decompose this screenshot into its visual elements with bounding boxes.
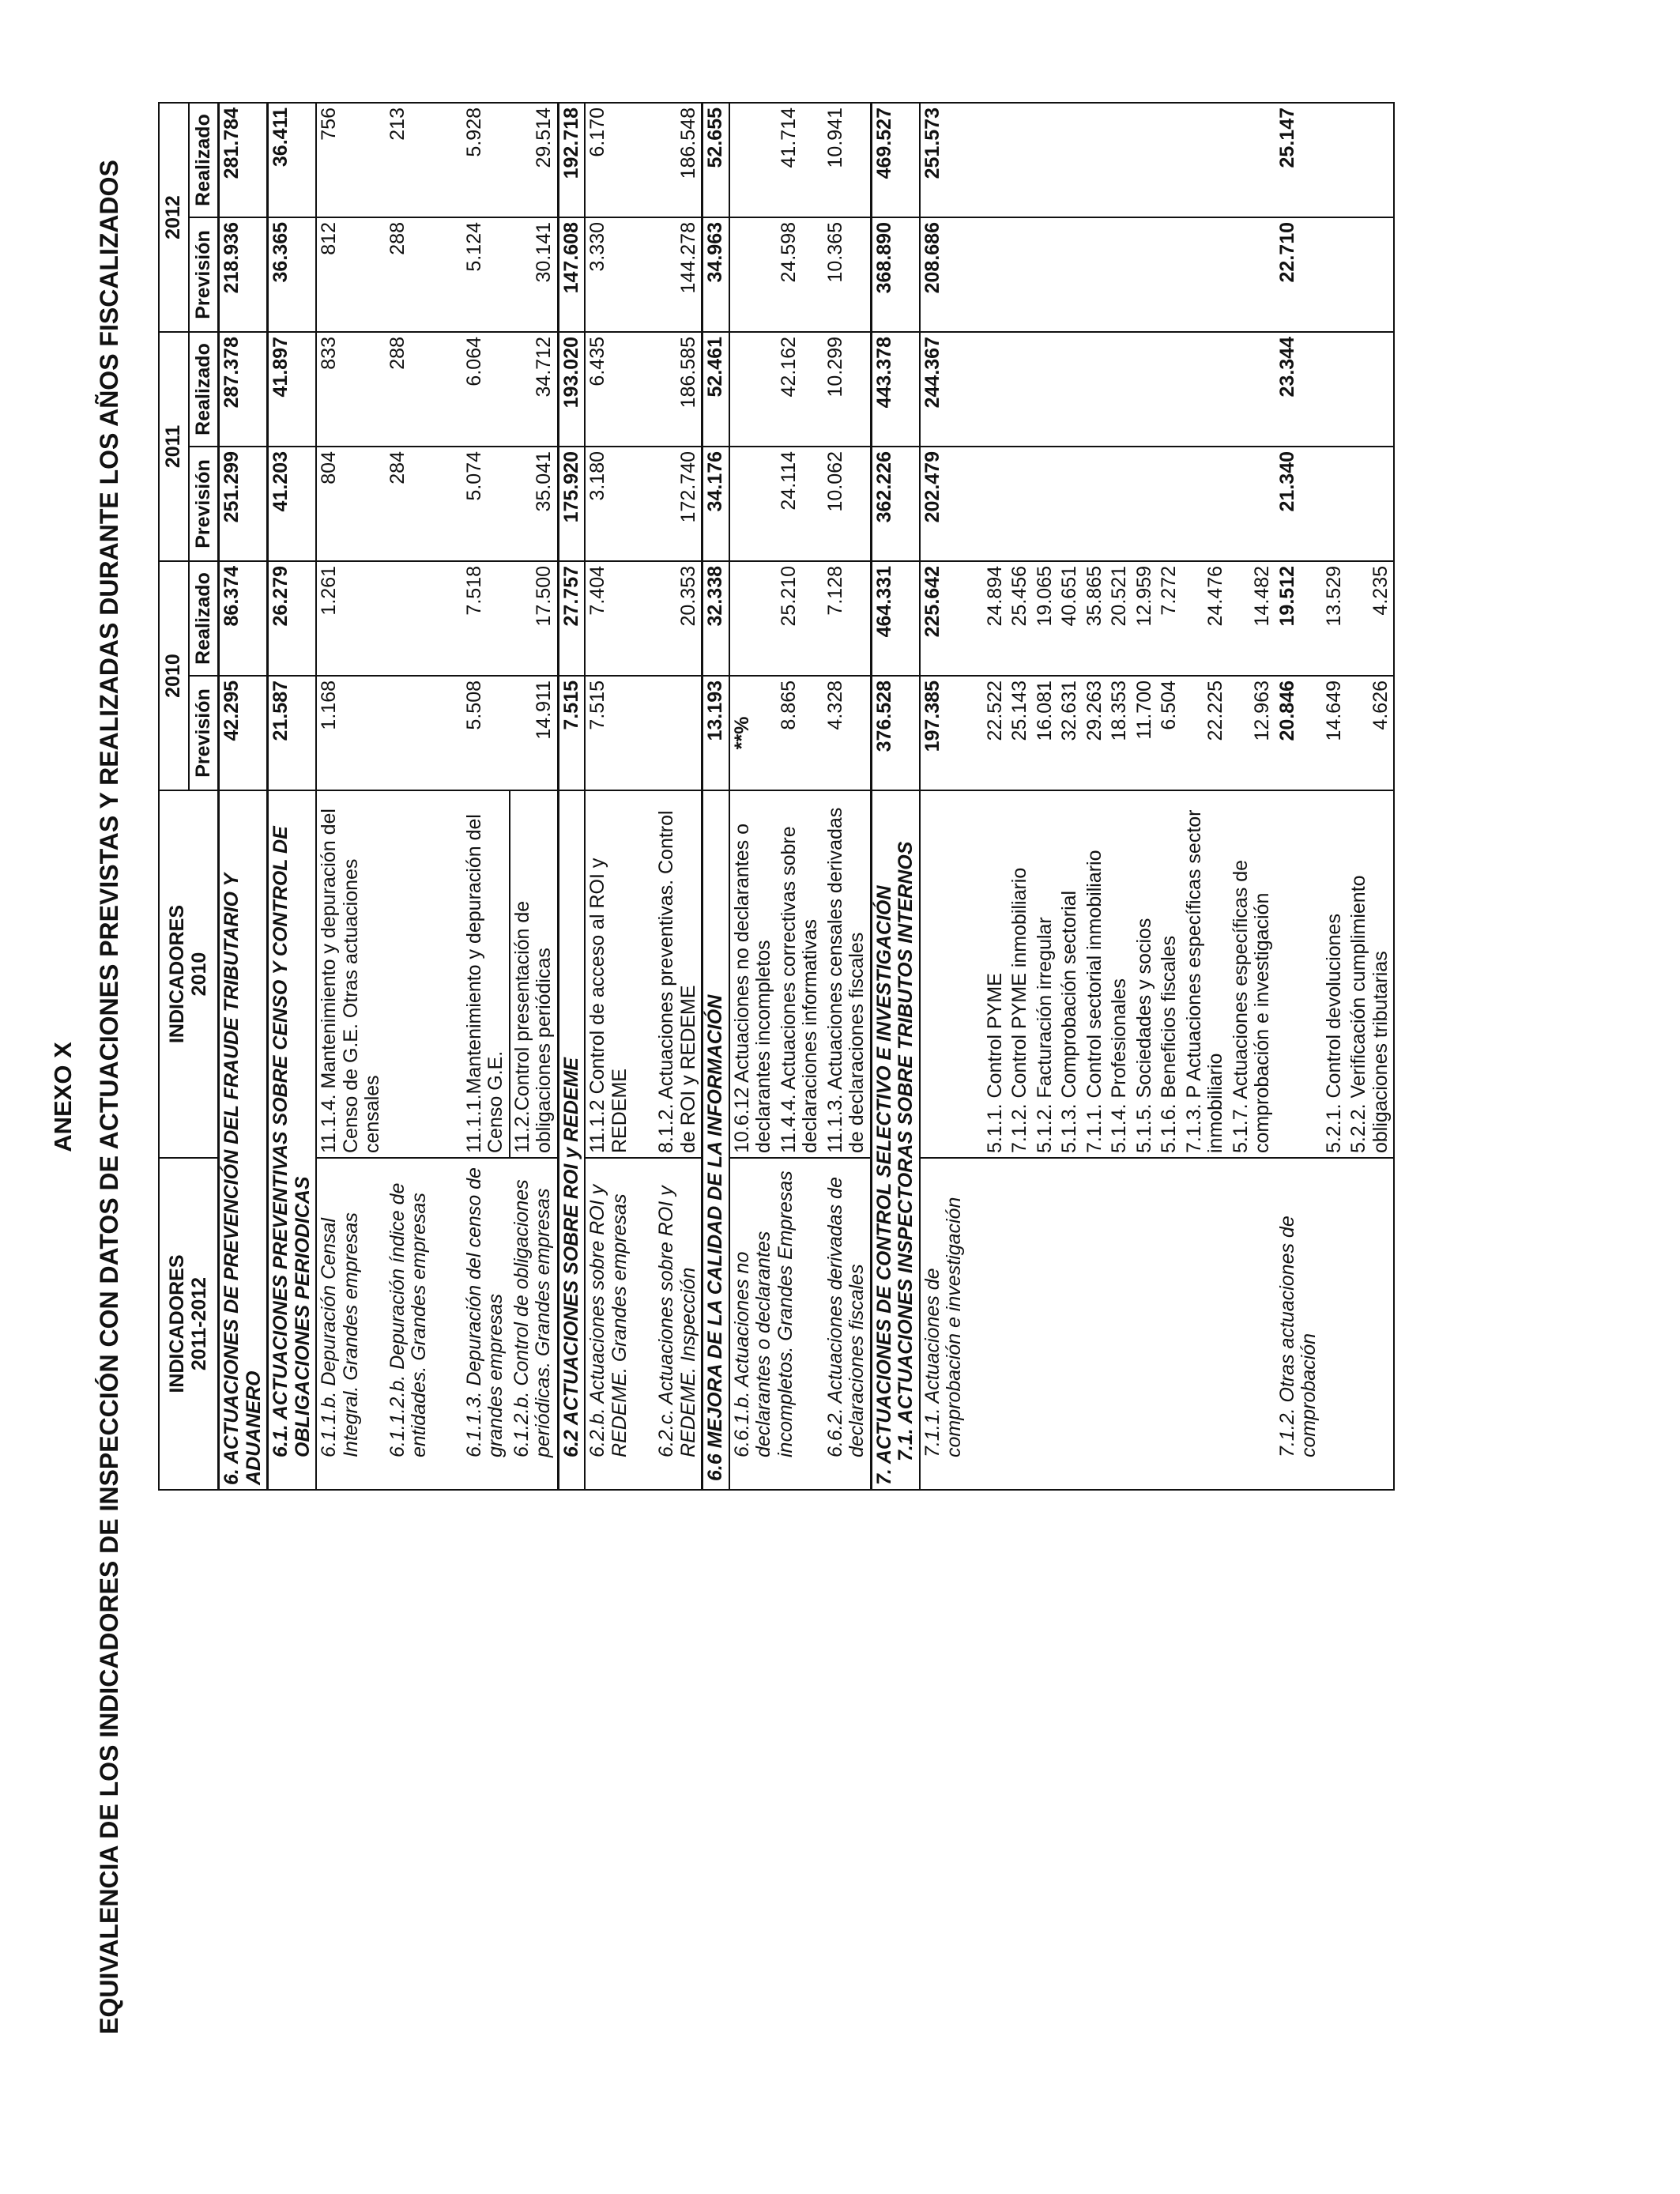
table-row [1182,103,1229,1490]
value-cell: 186.548 [654,103,703,217]
value-cell [1033,217,1058,332]
indicator-2011-2012: 6.2.b. Actuaciones sobre ROI y REDEME. Grandes empresas [585,1158,654,1490]
value-cell [1107,103,1132,217]
value-cell [1008,103,1033,217]
value-cell [1057,332,1083,447]
value-cell: 13.529 [1322,561,1347,676]
indicator-2010: 5.2.2. Verificación cumplimiento obligaciones tributarias [1347,790,1394,1158]
table-row [1107,103,1132,1490]
table-row [871,103,920,1490]
value-cell [386,676,462,790]
indicator-2010: 11.2.Control presentación de obligaciones periódicas [510,790,559,1158]
value-cell: 23.344 [1275,332,1322,447]
indicator-2010: 5.1.3. Comprobación sectorial [1057,790,1083,1158]
value-cell: 22.225 [1182,676,1229,790]
indicator-2010: 7.1.3. P Actuaciones específicas sector inmobiliario [1182,790,1229,1158]
header-realizado: Realizado [189,561,219,676]
value-cell: 21.340 [1275,447,1322,561]
indicator-2010: 7.1.1. Control sectorial inmobiliario [1083,790,1108,1158]
value-cell [967,103,1008,217]
indicator-2011-2012 [1057,1158,1083,1490]
section-7-1-label: 7.1. ACTUACIONES INSPECTORAS SOBRE TRIBUTOS INTERNOS [895,841,917,1461]
table-row [1322,103,1347,1490]
value-cell: 368.890 [871,217,920,332]
value-cell: 6.170 [585,103,654,217]
value-cell: 197.385 [920,676,967,790]
indicator-2011-2012 [1229,1158,1275,1490]
value-cell: 22.710 [1275,217,1322,332]
indicator-2011-2012 [1008,1158,1033,1490]
indicator-2011-2012 [1083,1158,1108,1490]
value-cell: 5.508 [462,676,510,790]
value-cell [1157,447,1182,561]
value-cell: 7.515 [585,676,654,790]
value-cell [1083,217,1108,332]
section-7-label: 7. ACTUACIONES DE CONTROL SELECTIVO E INVESTIGACIÓN [872,885,895,1485]
value-cell [1347,332,1394,447]
header-prevision: Previsión [189,447,219,561]
value-cell [1229,447,1275,561]
header-indicadores-2011-2012: INDICADORES 2011-2012 [159,1158,219,1490]
value-cell: 288 [386,332,462,447]
section-label: 6.2 ACTUACIONES SOBRE ROI y REDEME [558,790,585,1490]
section-label [871,790,920,1490]
value-cell [1033,103,1058,217]
indicator-2010 [386,790,462,1158]
header-indicadores-2010: INDICADORES 2010 [159,790,219,1158]
value-cell: 202.479 [920,447,967,561]
value-cell: 144.278 [654,217,703,332]
value-cell: 25.210 [777,561,823,676]
value-cell: 284 [386,447,462,561]
value-cell [1322,217,1347,332]
value-cell: 175.920 [558,447,585,561]
value-cell: 19.065 [1033,561,1058,676]
value-cell: 6.504 [1157,676,1182,790]
value-cell: 32.631 [1057,676,1083,790]
value-cell: 5.928 [462,103,510,217]
value-cell [1157,332,1182,447]
table-row [1229,103,1275,1490]
value-cell [1132,447,1158,561]
table-row [386,103,462,1490]
value-cell: 17.500 [510,561,559,676]
value-cell: 213 [386,103,462,217]
value-cell: 251.299 [219,447,268,561]
header-year-2012: 2012 [159,103,189,332]
value-cell: 7.128 [823,561,872,676]
table-row [558,103,585,1490]
value-cell: 244.367 [920,332,967,447]
value-cell: 3.330 [585,217,654,332]
indicator-2011-2012 [1322,1158,1347,1490]
indicator-2011-2012 [1347,1158,1394,1490]
value-cell: 756 [316,103,386,217]
indicator-2010: 5.1.6. Beneficios fiscales [1157,790,1182,1158]
indicator-2011-2012: 6.6.1.b. Actuaciones no declarantes o declarantes incompletos. Grandes Empresas [729,1158,823,1490]
value-cell: 464.331 [871,561,920,676]
table-row [1347,103,1394,1490]
value-cell: 24.476 [1182,561,1229,676]
indicator-2010: 11.1.1.Mantenimiento y depuración del Censo G.E. [462,790,510,1158]
section-label: 6. ACTUACIONES DE PREVENCIÓN DEL FRAUDE TRIBUTARIO Y ADUANERO [219,790,268,1490]
value-cell [1347,447,1394,561]
value-cell: 25.147 [1275,103,1322,217]
header-prevision: Previsión [189,676,219,790]
value-cell [967,447,1008,561]
table-row [1275,103,1322,1490]
value-cell: 14.911 [510,676,559,790]
value-cell: 6.435 [585,332,654,447]
value-cell: 34.963 [703,217,729,332]
indicator-2010: 8.1.2. Actuaciones preventivas. Control de ROI y REDEME [654,790,703,1158]
value-cell: 20.353 [654,561,703,676]
value-cell: 35.041 [510,447,559,561]
value-cell [1083,332,1108,447]
indicator-2010: 5.1.4. Profesionales [1107,790,1132,1158]
value-cell: 24.114 [777,447,823,561]
value-cell: 469.527 [871,103,920,217]
value-cell [654,676,703,790]
value-cell [1229,217,1275,332]
value-cell: 19.512 [1275,561,1322,676]
value-cell: 41.714 [777,103,823,217]
indicator-2010 [1275,790,1322,1158]
value-cell [729,103,777,217]
value-cell: 20.846 [1275,676,1322,790]
table-row [703,103,729,1490]
value-cell [729,332,777,447]
value-cell: 52.655 [703,103,729,217]
indicator-2011-2012 [1157,1158,1182,1490]
indicator-2010: 7.1.2. Control PYME inmobiliario [1008,790,1033,1158]
value-cell [1033,447,1058,561]
value-cell: 41.897 [268,332,317,447]
indicator-2010: 5.1.2. Facturación irregular [1033,790,1058,1158]
table-row [967,103,1008,1490]
indicator-2010: 5.1.5. Sociedades y socios [1132,790,1158,1158]
value-cell [1008,217,1033,332]
value-cell: 5.074 [462,447,510,561]
table-row [462,103,510,1490]
value-cell [1182,332,1229,447]
value-cell [1008,332,1033,447]
indicator-2011-2012: 7.1.2. Otras actuaciones de comprobación [1275,1158,1322,1490]
value-cell [1083,103,1108,217]
value-cell [1132,217,1158,332]
value-cell [1033,332,1058,447]
indicator-2010: 5.1.7. Actuaciones específicas de comprobación e investigación [1229,790,1275,1158]
indicator-2010 [920,790,967,1158]
value-cell: **% [729,676,777,790]
value-cell: 251.573 [920,103,967,217]
value-cell: 25.456 [1008,561,1033,676]
value-cell [729,447,777,561]
value-cell: 208.686 [920,217,967,332]
value-cell: 14.649 [1322,676,1347,790]
indicator-2011-2012: 6.6.2. Actuaciones derivadas de declaraciones fiscales [823,1158,872,1490]
value-cell: 225.642 [920,561,967,676]
value-cell: 29.514 [510,103,559,217]
table-row [1008,103,1033,1490]
value-cell: 34.176 [703,447,729,561]
value-cell [1347,103,1394,217]
value-cell: 41.203 [268,447,317,561]
value-cell: 7.518 [462,561,510,676]
value-cell: 804 [316,447,386,561]
value-cell: 147.608 [558,217,585,332]
value-cell: 4.626 [1347,676,1394,790]
indicator-2011-2012 [1182,1158,1229,1490]
table-row [268,103,317,1490]
value-cell: 7.515 [558,676,585,790]
value-cell: 376.528 [871,676,920,790]
value-cell [1057,217,1083,332]
value-cell: 192.718 [558,103,585,217]
value-cell: 812 [316,217,386,332]
value-cell: 10.062 [823,447,872,561]
value-cell: 5.124 [462,217,510,332]
value-cell: 4.235 [1347,561,1394,676]
value-cell [1057,447,1083,561]
value-cell: 29.263 [1083,676,1108,790]
table-row [1057,103,1083,1490]
value-cell: 13.193 [703,676,729,790]
table-row [1083,103,1108,1490]
value-cell: 52.461 [703,332,729,447]
value-cell: 14.482 [1229,561,1275,676]
value-cell: 36.365 [268,217,317,332]
indicator-2011-2012: 6.1.1.3. Depuración del censo de grandes empresas [462,1158,510,1490]
value-cell [1057,103,1083,217]
value-cell: 27.757 [558,561,585,676]
table-row [823,103,872,1490]
value-cell: 193.020 [558,332,585,447]
value-cell: 218.936 [219,217,268,332]
indicator-2011-2012: 6.1.2.b. Control de obligaciones periódicas. Grandes empresas [510,1158,559,1490]
indicator-2010: 11.1.3. Actuaciones censales derivadas de declaraciones fiscales [823,790,872,1158]
table-row [654,103,703,1490]
value-cell: 4.328 [823,676,872,790]
value-cell [1182,217,1229,332]
table-row [510,103,559,1490]
indicator-2010: 5.1.1. Control PYME [967,790,1008,1158]
indicators-table [158,102,1395,1491]
indicator-2011-2012: 7.1.1. Actuaciones de comprobación e investigación [920,1158,967,1490]
value-cell: 86.374 [219,561,268,676]
value-cell [1132,103,1158,217]
value-cell: 18.353 [1107,676,1132,790]
value-cell [1182,103,1229,217]
indicator-2010: 5.2.1. Control devoluciones [1322,790,1347,1158]
value-cell: 24.894 [967,561,1008,676]
value-cell: 42.295 [219,676,268,790]
value-cell [1008,447,1033,561]
value-cell [1182,447,1229,561]
value-cell [1157,217,1182,332]
table-row [219,103,268,1490]
header-year-2011: 2011 [159,332,189,561]
indicator-2011-2012: 6.2.c. Actuaciones sobre ROI y REDEME. Inspección [654,1158,703,1490]
value-cell [1107,447,1132,561]
indicator-2011-2012 [1107,1158,1132,1490]
value-cell [1229,103,1275,217]
value-cell: 21.587 [268,676,317,790]
value-cell [1157,103,1182,217]
table-body [219,103,1395,1490]
value-cell [1107,332,1132,447]
header-realizado: Realizado [189,332,219,447]
table-row [585,103,654,1490]
table-row [729,103,777,1490]
header-prevision: Previsión [189,217,219,332]
value-cell [967,217,1008,332]
indicator-2011-2012 [1033,1158,1058,1490]
value-cell: 172.740 [654,447,703,561]
value-cell: 12.959 [1132,561,1158,676]
annex-label: ANEXO X [49,1042,77,1152]
indicator-2011-2012: 6.1.1.b. Depuración Censal Integral. Grandes empresas [316,1158,386,1490]
indicator-2010: 10.6.12 Actuaciones no declarantes o declarantes incompletos [729,790,777,1158]
value-cell [1347,217,1394,332]
value-cell: 10.941 [823,103,872,217]
value-cell: 34.712 [510,332,559,447]
value-cell [1083,447,1108,561]
value-cell: 36.411 [268,103,317,217]
value-cell [1132,332,1158,447]
value-cell [1229,332,1275,447]
value-cell: 22.522 [967,676,1008,790]
table-row [1033,103,1058,1490]
value-cell: 12.963 [1229,676,1275,790]
value-cell [1322,332,1347,447]
table-row [920,103,967,1490]
indicator-2011-2012 [1132,1158,1158,1490]
indicator-2011-2012: 6.1.1.2.b. Depuración índice de entidades. Grandes empresas [386,1158,462,1490]
table-row [316,103,386,1490]
table-row [1157,103,1182,1490]
value-cell: 20.521 [1107,561,1132,676]
value-cell: 362.226 [871,447,920,561]
value-cell: 32.338 [703,561,729,676]
value-cell: 7.404 [585,561,654,676]
value-cell: 443.378 [871,332,920,447]
value-cell [967,332,1008,447]
header-year-2010: 2010 [159,561,189,790]
value-cell: 24.598 [777,217,823,332]
value-cell [729,217,777,332]
value-cell: 26.279 [268,561,317,676]
value-cell: 16.081 [1033,676,1058,790]
value-cell: 281.784 [219,103,268,217]
value-cell: 186.585 [654,332,703,447]
value-cell: 288 [386,217,462,332]
page-title: EQUIVALENCIA DE LOS INDICADORES DE INSPECCIÓN CON DATOS DE ACTUACIONES PREVISTAS Y REALIZADAS DURANTE LOS AÑOS FISCALIZADOS [95,160,123,2034]
value-cell: 1.261 [316,561,386,676]
value-cell: 8.865 [777,676,823,790]
section-label: 6.1. ACTUACIONES PREVENTIVAS SOBRE CENSO Y CONTROL DE OBLIGACIONES PERIODICAS [268,790,317,1490]
indicator-2010: 11.1.2 Control de acceso al ROI y REDEME [585,790,654,1158]
value-cell [1107,217,1132,332]
value-cell: 833 [316,332,386,447]
value-cell: 35.865 [1083,561,1108,676]
value-cell: 287.378 [219,332,268,447]
indicator-2011-2012 [967,1158,1008,1490]
header-realizado: Realizado [189,103,219,217]
value-cell [729,561,777,676]
section-label: 6.6 MEJORA DE LA CALIDAD DE LA INFORMACIÓN [703,790,729,1490]
value-cell: 25.143 [1008,676,1033,790]
value-cell [1322,447,1347,561]
value-cell: 3.180 [585,447,654,561]
value-cell [1322,103,1347,217]
value-cell: 30.141 [510,217,559,332]
value-cell: 1.168 [316,676,386,790]
value-cell: 40.651 [1057,561,1083,676]
value-cell: 10.365 [823,217,872,332]
value-cell: 6.064 [462,332,510,447]
value-cell: 11.700 [1132,676,1158,790]
value-cell: 7.272 [1157,561,1182,676]
indicator-2010: 11.4.4. Actuaciones correctivas sobre declaraciones informativas [777,790,823,1158]
table-row [1132,103,1158,1490]
value-cell [386,561,462,676]
value-cell: 42.162 [777,332,823,447]
value-cell: 10.299 [823,332,872,447]
indicator-2010: 11.1.4. Mantenimiento y depuración del Censo de G.E. Otras actuaciones censales [316,790,386,1158]
